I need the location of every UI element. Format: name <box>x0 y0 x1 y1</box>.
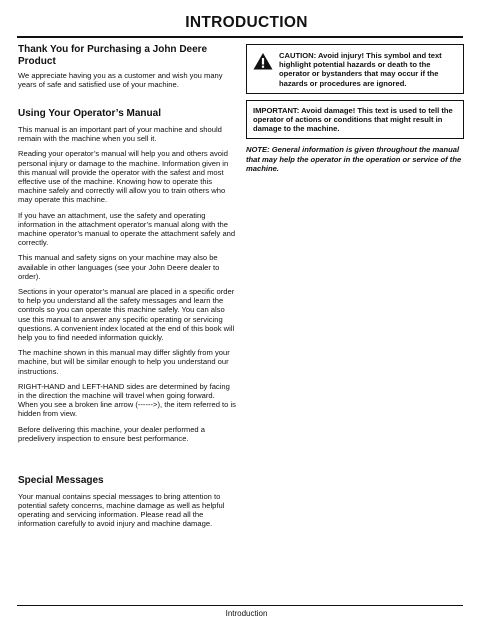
paragraph: This manual and safety signs on your machine may also be available in other languages (see your John Deere dealer to order). <box>18 253 220 281</box>
caution-box <box>246 44 464 94</box>
section-special-messages <box>18 475 236 528</box>
left-column <box>18 44 236 534</box>
section-heading-thank-you: Thank You for Purchasing a John Deere Product <box>18 44 208 67</box>
section-using-manual <box>18 108 236 443</box>
footer-label: Introduction <box>225 609 268 618</box>
header-rule <box>17 36 463 38</box>
section-heading-special-messages: Special Messages <box>18 475 104 486</box>
paragraph: We appreciate having you as a customer and wish you many years of safe and satisfied use of your machine. <box>18 71 223 90</box>
paragraph: If you have an attachment, use the safety and operating information in the attachment operator’s manual along with the machine operator’s manual to operate the attachment safely and correctly. <box>18 210 236 248</box>
paragraph: This manual is an important part of your machine and should remain with the machine when you sell it. <box>18 124 222 144</box>
section-thank-you <box>18 44 236 89</box>
warning-triangle-icon <box>253 52 273 70</box>
paragraph: RIGHT-HAND and LEFT-HAND sides are determined by facing in the direction the machine will travel when going forward. When you see a broken line arrow (------>), the item referred to is hidden from view. <box>18 381 236 419</box>
important-box <box>246 100 464 140</box>
note-text: NOTE: General information is given throughout the manual that may help the operator in the operation or service of the machine. <box>246 145 462 173</box>
footer-rule <box>17 605 463 606</box>
caution-text: CAUTION: Avoid injury! This symbol and text highlight potential hazards or death to the operator or bystanders that may occur if the hazards or procedures are ignored. <box>279 51 442 88</box>
important-text: IMPORTANT: Avoid damage! This text is used to tell the operator of actions or conditions that might result in damage to the machine. <box>253 105 453 134</box>
page-title: INTRODUCTION <box>185 14 308 31</box>
paragraph: The machine shown in this manual may differ slightly from your machine, but will be similar enough to help you understand our instructions. <box>18 348 230 376</box>
section-heading-using-manual: Using Your Operator’s Manual <box>18 108 161 120</box>
paragraph: Your manual contains special messages to bring attention to potential safety concerns, machine damage as well as helpful operating and servicing information. Please read all the information carefully to avoid injury and machine damage. <box>18 491 225 529</box>
paragraph: Before delivering this machine, your dealer performed a predelivery inspection to ensure best performance. <box>18 424 205 443</box>
paragraph: Sections in your operator’s manual are placed in a specific order to help you understand all the safety messages and learn the controls so you can operate this machine safely. You can also use this manual to answer any specific operating or servicing questions. A convenient index located at the end of this book will help you to find needed information quickly. <box>18 286 235 342</box>
right-column <box>246 44 464 173</box>
paragraph: Reading your operator’s manual will help you and others avoid personal injury or damage to the machine. Information given in this manual will provide the operator with the safest and most effective use of the machine. Knowing how to operate this machine safely and correctly will allow you to train others who may operate this machine. <box>18 149 229 205</box>
